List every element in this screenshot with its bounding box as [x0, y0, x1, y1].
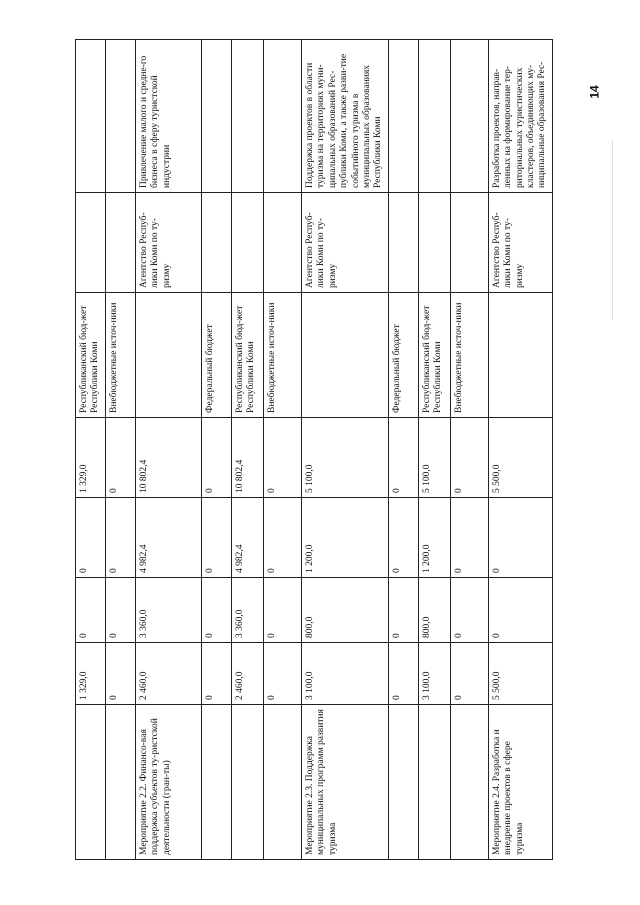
- source-cell: Республиканский бюд-жет Республики Коми: [232, 293, 264, 418]
- total-cell: 0: [450, 418, 488, 498]
- event-cell: Мероприятие 2.2. Финансо-вая поддержка субъектов ту-ристской деятельности (гран-ты): [136, 705, 202, 860]
- budget-table: [75, 39, 553, 860]
- year1-cell: 3 100,0: [418, 643, 450, 705]
- year2-cell: 0: [450, 578, 488, 643]
- year1-cell: 0: [450, 643, 488, 705]
- event-cell: [202, 705, 232, 860]
- result-cell: [76, 40, 106, 193]
- scan-artifact-line: [612, 140, 613, 320]
- year3-cell: 0: [264, 498, 302, 578]
- table-row: [450, 40, 488, 860]
- source-cell: Республиканский бюд-жет Республики Коми: [76, 293, 106, 418]
- year1-cell: 0: [388, 643, 418, 705]
- event-cell: [232, 705, 264, 860]
- executor-cell: Агентство Респуб-лики Коми по ту-ризму: [136, 193, 202, 293]
- event-cell: [76, 705, 106, 860]
- table-row: [388, 40, 418, 860]
- executor-cell: [264, 193, 302, 293]
- event-cell: Мероприятие 2.4. Разработка и внедрение проектов в сфере туризма: [488, 705, 552, 860]
- total-cell: 5 500,0: [488, 418, 552, 498]
- year2-cell: 0: [76, 578, 106, 643]
- table-row: [302, 40, 389, 860]
- total-cell: 5 100,0: [418, 418, 450, 498]
- result-cell: [388, 40, 418, 193]
- result-cell: [106, 40, 136, 193]
- source-cell: Федеральный бюджет: [202, 293, 232, 418]
- year1-cell: 0: [106, 643, 136, 705]
- year2-cell: 800,0: [418, 578, 450, 643]
- source-cell: Федеральный бюджет: [388, 293, 418, 418]
- year2-cell: 3 360,0: [136, 578, 202, 643]
- table-row: [202, 40, 232, 860]
- result-cell: [202, 40, 232, 193]
- result-cell: [232, 40, 264, 193]
- event-cell: [388, 705, 418, 860]
- year3-cell: 0: [106, 498, 136, 578]
- table-row: [264, 40, 302, 860]
- page-number: 14: [587, 85, 602, 99]
- executor-cell: [232, 193, 264, 293]
- table-body: [76, 40, 553, 860]
- executor-cell: [106, 193, 136, 293]
- year3-cell: 1 200,0: [418, 498, 450, 578]
- total-cell: 0: [388, 418, 418, 498]
- table-row: [76, 40, 106, 860]
- result-cell: [418, 40, 450, 193]
- year3-cell: 1 200,0: [302, 498, 389, 578]
- year3-cell: 0: [202, 498, 232, 578]
- year3-cell: 4 982,4: [232, 498, 264, 578]
- year1-cell: 2 460,0: [136, 643, 202, 705]
- year2-cell: 0: [264, 578, 302, 643]
- year1-cell: 0: [264, 643, 302, 705]
- result-cell: Поддержка проектов в области туризма на территориях муни-ципальных образований Рес-публики Коми, а также разви-тие событийного туризма в муниципальных образованиях Республики Коми: [302, 40, 389, 193]
- year3-cell: 0: [488, 498, 552, 578]
- year1-cell: 2 460,0: [232, 643, 264, 705]
- year1-cell: 1 329,0: [76, 643, 106, 705]
- total-cell: 0: [264, 418, 302, 498]
- result-cell: [264, 40, 302, 193]
- executor-cell: [450, 193, 488, 293]
- year3-cell: 0: [388, 498, 418, 578]
- total-cell: 5 100,0: [302, 418, 389, 498]
- table-row: [418, 40, 450, 860]
- executor-cell: [76, 193, 106, 293]
- year2-cell: 800,0: [302, 578, 389, 643]
- executor-cell: Агентство Респуб-лики Коми по ту-ризму: [302, 193, 389, 293]
- year2-cell: 0: [488, 578, 552, 643]
- table-row: [106, 40, 136, 860]
- result-cell: [450, 40, 488, 193]
- executor-cell: [202, 193, 232, 293]
- total-cell: 0: [106, 418, 136, 498]
- year1-cell: 0: [202, 643, 232, 705]
- executor-cell: [418, 193, 450, 293]
- executor-cell: [388, 193, 418, 293]
- rotated-table-container: [75, 40, 575, 860]
- table-row: [136, 40, 202, 860]
- source-cell: [136, 293, 202, 418]
- source-cell: Республиканский бюд-жет Республики Коми: [418, 293, 450, 418]
- year1-cell: 5 500,0: [488, 643, 552, 705]
- year2-cell: 3 360,0: [232, 578, 264, 643]
- event-cell: [450, 705, 488, 860]
- source-cell: Внебюджетные источ-ники: [450, 293, 488, 418]
- event-cell: [418, 705, 450, 860]
- source-cell: [302, 293, 389, 418]
- executor-cell: Агентство Респуб-лики Коми по ту-ризму: [488, 193, 552, 293]
- table-row: [488, 40, 552, 860]
- table-row: [232, 40, 264, 860]
- total-cell: 0: [202, 418, 232, 498]
- event-cell: [106, 705, 136, 860]
- year2-cell: 0: [106, 578, 136, 643]
- year3-cell: 4 982,4: [136, 498, 202, 578]
- event-cell: [264, 705, 302, 860]
- total-cell: 10 802,4: [232, 418, 264, 498]
- event-cell: Мероприятие 2.3. Поддержка муниципальных программ развития туризма: [302, 705, 389, 860]
- year3-cell: 0: [76, 498, 106, 578]
- year1-cell: 3 100,0: [302, 643, 389, 705]
- source-cell: Внебюджетные источ-ники: [264, 293, 302, 418]
- source-cell: [488, 293, 552, 418]
- total-cell: 10 802,4: [136, 418, 202, 498]
- year2-cell: 0: [202, 578, 232, 643]
- source-cell: Внебюджетные источ-ники: [106, 293, 136, 418]
- result-cell: Разработка проектов, направ-ленных на формирование тер-риториальных туристических кластеров, объединяющих му-ниципальные образования Рес-: [488, 40, 552, 193]
- total-cell: 1 329,0: [76, 418, 106, 498]
- result-cell: Привлечение малого и средне-го бизнеса в сферу туристской индустрии: [136, 40, 202, 193]
- year2-cell: 0: [388, 578, 418, 643]
- year3-cell: 0: [450, 498, 488, 578]
